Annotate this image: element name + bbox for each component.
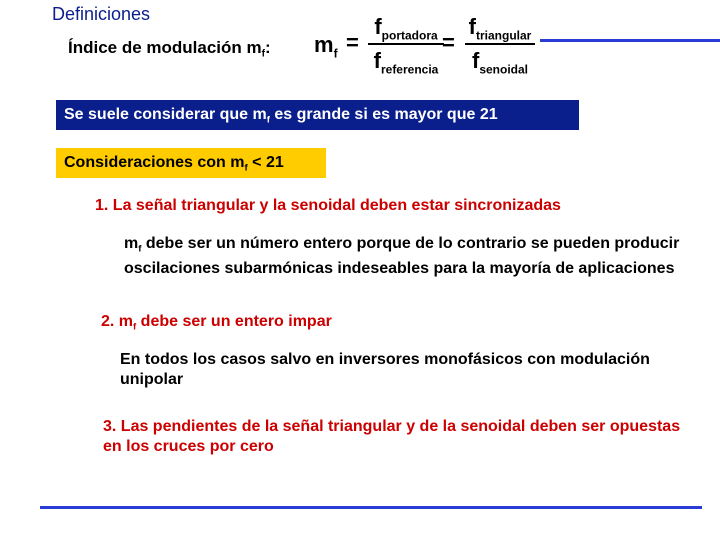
modulation-index-label: Índice de modulación $m_f$: xyxy=(68,38,271,60)
page-title: Definiciones xyxy=(52,4,151,24)
fraction-bar-2 xyxy=(465,43,535,45)
considerations-heading: Consideraciones con $m_f < 21$ xyxy=(56,148,326,178)
bottom-divider xyxy=(40,506,702,509)
formula-denominator-2: $f_{senoidal}$ xyxy=(471,48,528,77)
formula-numerator-1: $f_{portadora}$ xyxy=(374,14,438,43)
formula-equals-2: = xyxy=(442,30,455,55)
point-2-detail: En todos los casos salvo en inversores monofásicos con modulación unipolar xyxy=(120,351,650,388)
formula-equals-1: = xyxy=(346,30,359,55)
point-1: 1. La señal triangular y la senoidal deben estar sincronizadas xyxy=(95,197,561,214)
point-3: 3. Las pendientes de la señal triangular y de la senoidal deben ser opuestas en los cruces por cero xyxy=(103,418,681,455)
formula-lhs: $m_f$ xyxy=(314,32,338,61)
fraction-bar-1 xyxy=(368,43,444,45)
point-1-detail: $m_f$ debe ser un número entero porque de lo contrario se pueden producir oscilaciones subarmónicas indeseables para la mayoría de aplicaciones xyxy=(124,235,680,278)
formula-denominator-1: $f_{referencia}$ xyxy=(373,48,439,77)
top-divider xyxy=(540,39,720,42)
large-mf-note: Se suele considerar que $m_f$ es grande si es mayor que 21 xyxy=(56,100,579,130)
point-2: 2. $m_f$ debe ser un entero impar xyxy=(101,313,332,333)
formula-numerator-2: $f_{triangular}$ xyxy=(468,14,532,43)
